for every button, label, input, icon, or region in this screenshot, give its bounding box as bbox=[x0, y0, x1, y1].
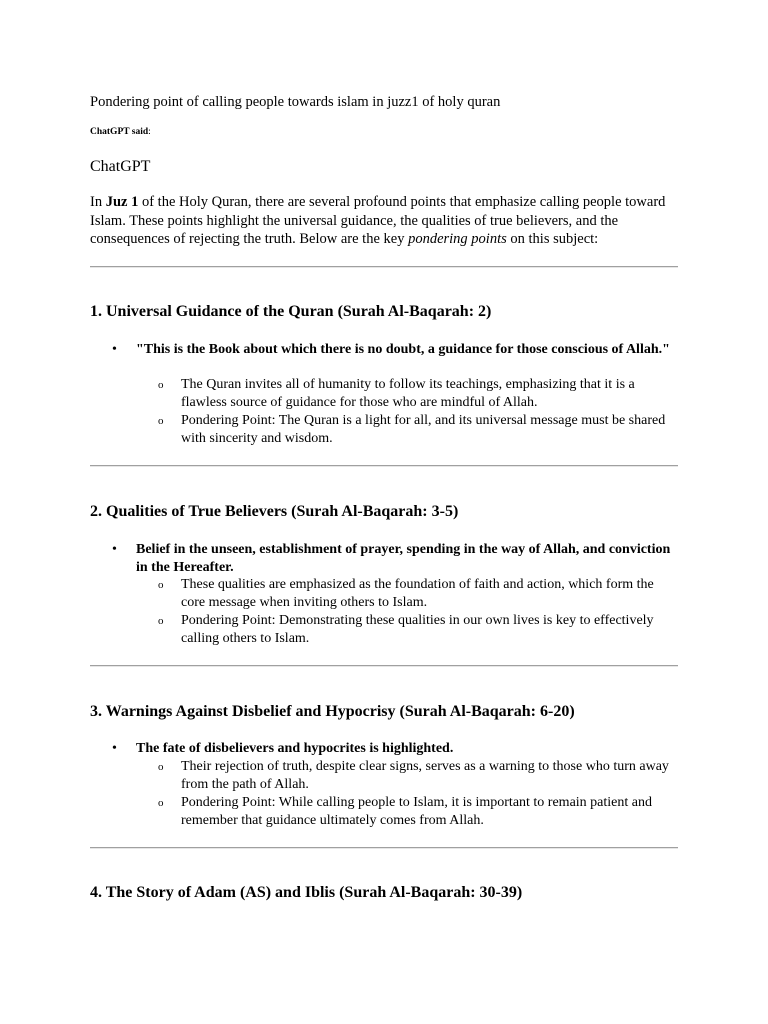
horizontal-rule bbox=[90, 665, 678, 667]
sub-text: The Quran invites all of humanity to follow its teachings, emphasizing that it is a flawless source of guidance for those who are mindful of Allah. bbox=[181, 377, 635, 410]
intro-bold-juz: Juz 1 bbox=[105, 194, 139, 210]
bullet-text: Belief in the unseen, establishment of prayer, spending in the way of Allah, and conviction in the Hereafter. bbox=[136, 542, 671, 575]
section-heading: 1. Universal Guidance of the Quran (Surah Al-Baqarah: 2) bbox=[90, 303, 492, 320]
sub-marker: o bbox=[158, 415, 164, 427]
intro-text-1: In bbox=[90, 194, 106, 210]
sub-marker: o bbox=[158, 379, 164, 391]
said-label: ChatGPT said bbox=[90, 127, 149, 137]
intro-italic-pondering: pondering points bbox=[408, 231, 507, 247]
bullet-marker: • bbox=[112, 741, 117, 756]
sub-marker: o bbox=[158, 579, 164, 591]
response-author: ChatGPT bbox=[90, 158, 151, 175]
intro-paragraph bbox=[90, 193, 678, 249]
intro-text-2: of the Holy Quran, there are several profound points that emphasize calling people toward Islam. These points highlight the universal guidance, the qualities of true believers, and the consequences of rejecting the truth. Below are the key bbox=[90, 194, 666, 247]
sub-text: Pondering Point: While calling people to Islam, it is important to remain patient and remember that guidance ultimately comes from Allah. bbox=[181, 795, 652, 828]
horizontal-rule bbox=[90, 465, 678, 467]
horizontal-rule bbox=[90, 266, 678, 268]
bullet-text: "This is the Book about which there is no doubt, a guidance for those conscious of Allah." bbox=[136, 342, 670, 357]
sub-text: Pondering Point: The Quran is a light for all, and its universal message must be shared with sincerity and wisdom. bbox=[181, 413, 666, 446]
sub-marker: o bbox=[158, 797, 164, 809]
document-title: Pondering point of calling people towards islam in juzz1 of holy quran bbox=[90, 94, 501, 110]
sub-text: Pondering Point: Demonstrating these qualities in our own lives is key to effectively calling others to Islam. bbox=[181, 613, 654, 646]
response-attribution bbox=[90, 127, 151, 137]
section-heading: 3. Warnings Against Disbelief and Hypocrisy (Surah Al-Baqarah: 6-20) bbox=[90, 703, 575, 720]
sub-text: Their rejection of truth, despite clear signs, serves as a warning to those who turn away from the path of Allah. bbox=[181, 759, 669, 792]
sub-marker: o bbox=[158, 615, 164, 627]
bullet-marker: • bbox=[112, 542, 117, 557]
said-colon: : bbox=[148, 127, 151, 137]
section-heading: 2. Qualities of True Believers (Surah Al-Baqarah: 3-5) bbox=[90, 503, 459, 520]
bullet-marker: • bbox=[112, 342, 117, 357]
bullet-text: The fate of disbelievers and hypocrites is highlighted. bbox=[136, 741, 454, 756]
intro-text-3: on this subject: bbox=[506, 231, 599, 247]
section-heading: 4. The Story of Adam (AS) and Iblis (Surah Al-Baqarah: 30-39) bbox=[90, 884, 523, 901]
sub-text: These qualities are emphasized as the foundation of faith and action, which form the core message when inviting others to Islam. bbox=[181, 577, 654, 610]
horizontal-rule bbox=[90, 847, 678, 849]
sub-marker: o bbox=[158, 761, 164, 773]
